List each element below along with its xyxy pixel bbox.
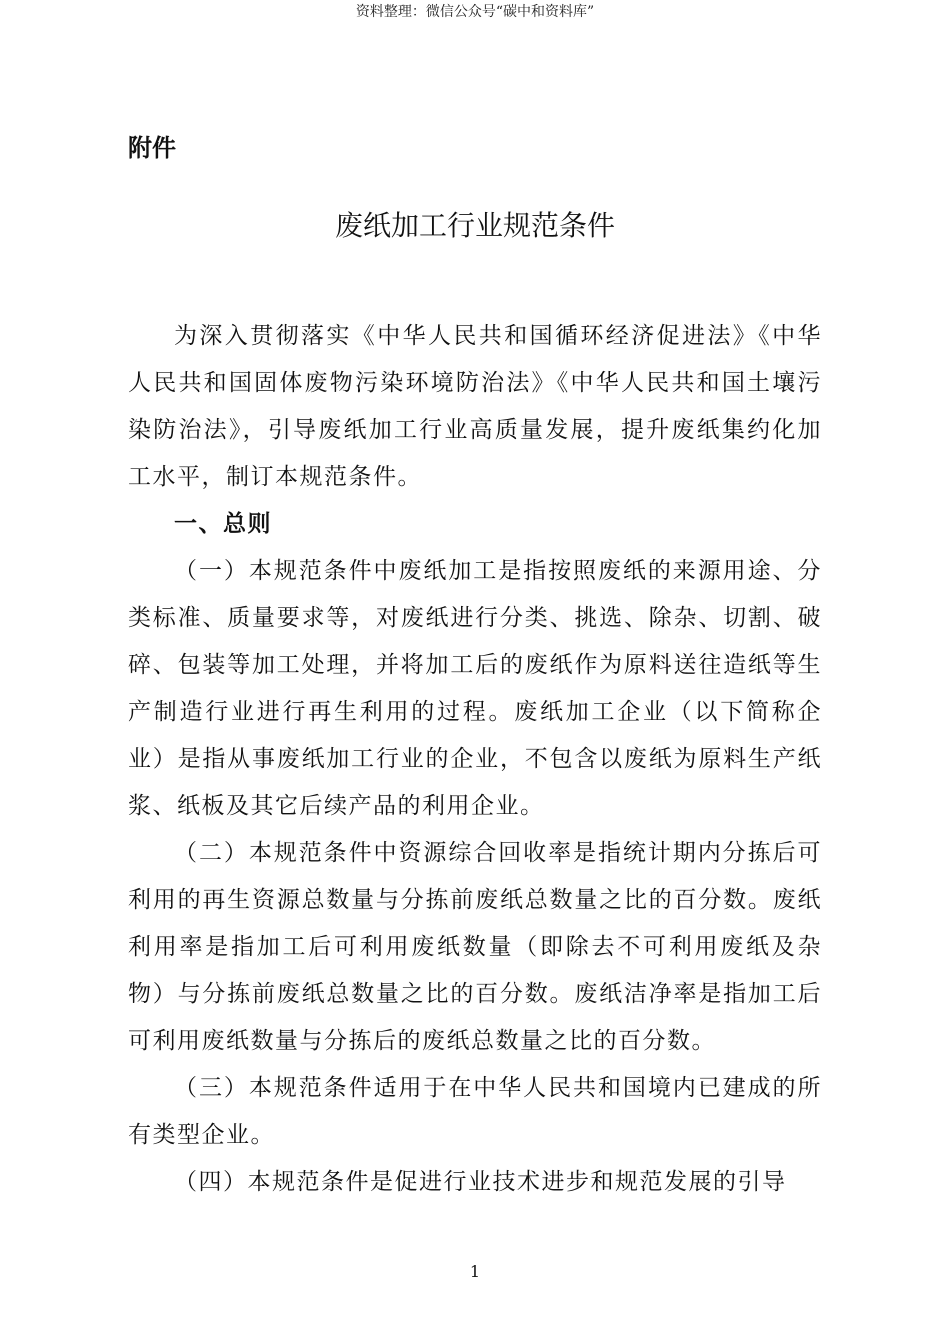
source-note: 资料整理：微信公众号“碳中和资料库” — [355, 4, 595, 20]
section-heading-general: 一、总则 — [174, 511, 272, 537]
clause-paragraph: （一）本规范条件中废纸加工是指按照废纸的来源用途、分类标准、质量要求等，对废纸进行分类、挑选、除杂、切割、破碎、包装等加工处理，并将加工后的废纸作为原料送往造纸等生产制造行业进行再生利用的过程。废纸加工企业（以下简称企业）是指从事废纸加工行业的企业，不包含以废纸为原料生产纸浆、纸板及其它后续产品的利用企业。 — [128, 558, 822, 819]
clause-paragraph: （四）本规范条件是促进行业技术进步和规范发展的引导 — [174, 1169, 787, 1195]
attachment-label: 附件 — [128, 134, 176, 162]
page-number: 1 — [469, 1262, 481, 1281]
clause-paragraph: （二）本规范条件中资源综合回收率是指统计期内分拣后可利用的再生资源总数量与分拣前废纸总数量之比的百分数。废纸利用率是指加工后可利用废纸数量（即除去不可利用废纸及杂物）与分拣前废纸总数量之比的百分数。废纸洁净率是指加工后可利用废纸数量与分拣后的废纸总数量之比的百分数。 — [128, 840, 822, 1054]
document-title: 废纸加工行业规范条件 — [334, 209, 615, 242]
clause-paragraph: （三）本规范条件适用于在中华人民共和国境内已建成的所有类型企业。 — [128, 1075, 822, 1148]
document-body — [128, 313, 822, 1206]
intro-paragraph: 为深入贯彻落实《中华人民共和国循环经济促进法》《中华人民共和国固体废物污染环境防治法》《中华人民共和国土壤污染防治法》，引导废纸加工行业高质量发展，提升废纸集约化加工水平，制订本规范条件。 — [128, 323, 822, 490]
